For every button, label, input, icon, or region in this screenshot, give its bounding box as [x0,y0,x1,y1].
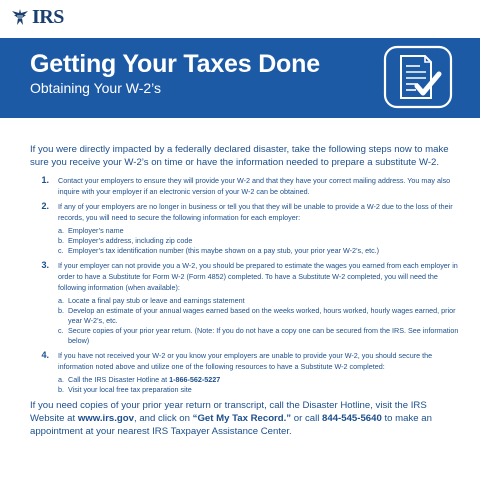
sub-text: Employer’s tax identification number (this maybe shown on a pay stub, your prior year W-2’s, etc.) [68,246,380,255]
sub-text: Develop an estimate of your annual wages earned based on the weeks worked, hours worked, hourly wages earned, prior year W-2’s, etc. [68,306,456,325]
logo-text: IRS [32,6,64,28]
footer-text: , and click on [133,413,193,424]
step-item [30,350,460,395]
website-link[interactable]: www.irs.gov [77,413,134,424]
step-item [30,201,460,256]
sub-item [58,226,460,236]
sub-item [58,246,460,256]
step-body [58,260,460,346]
step-number: 3. [41,260,49,270]
sub-item [58,326,460,346]
step-text: Contact your employers to ensure they will provide your W-2 and that they have your correct mailing address. You may also inquire with your employer if an electronic version of your W-2 can be obtained. [58,176,451,196]
sub-letter: a. [58,226,64,235]
title-banner [0,38,480,118]
eagle-icon [10,7,30,27]
step-body [58,201,460,256]
step-body [58,175,460,197]
hotline-phone[interactable]: 1-866-562-5227 [169,375,221,384]
sub-letter: c. [58,246,64,255]
step-number: 2. [41,201,49,211]
sub-letter: a. [58,375,64,384]
sub-letter: c. [58,326,64,335]
sub-text: Locate a final pay stub or leave and earnings statement [68,296,245,305]
sub-item [58,375,460,385]
sub-text: Employer’s name [68,226,124,235]
sub-list [58,226,460,256]
step-number: 1. [41,175,49,185]
step-text: If any of your employers are no longer in business or tell you that they will be unable to provide a W-2 due to the loss of their records, you will need to secure the following information for each employer: [58,202,453,222]
step-body [58,350,460,395]
sub-item [58,385,460,395]
get-tax-record-link[interactable]: “Get My Tax Record.” [192,413,292,424]
sub-text: Secure copies of your prior year return. (Note: If you do not have a copy one can be secured from the IRS. See information below) [68,326,459,345]
document-checkmark-icon [383,44,453,110]
step-text: If you have not received your W-2 or you know your employers are unable to provide your W-2, you should secure the information noted above and utilize one of the following resources to have a Substitute W-2 completed: [58,351,433,371]
main-content [30,143,460,399]
sub-letter: a. [58,296,64,305]
page-subtitle: Obtaining Your W-2’s [30,80,162,96]
sub-letter: b. [58,236,64,245]
footer-paragraph [30,399,460,438]
steps-list [30,175,460,395]
irs-logo [10,7,64,27]
footer-text: to make an appointment at your nearest IRS Taxpayer Assistance Center. [30,413,432,437]
sub-text: Employer’s address, including zip code [68,236,193,245]
top-bar [0,0,480,38]
sub-letter: b. [58,306,64,315]
footer-text: If you need copies of your prior year return or transcript, call the Disaster Hotline, visit the IRS Website at [30,400,427,424]
page-title: Getting Your Taxes Done [30,50,320,78]
intro-paragraph: If you were directly impacted by a federally declared disaster, take the following steps now to make sure you receive your W-2’s on time or have the information needed to prepare a substitute W-2. [30,144,449,168]
step-number: 4. [41,350,49,360]
step-item [30,175,460,197]
sub-text: Visit your local free tax preparation site [68,385,192,394]
step-text: If your employer can not provide you a W-2, you should be prepared to estimate the wages you earned from each employer in order to have a Substitute for Form W-2 (Form 4852) completed. To have a Substitute W-2 completed, you will need the following information (when available): [58,261,458,292]
footer-text: or call [291,413,323,424]
sub-list [58,375,460,395]
sub-text [68,375,460,385]
sub-list [58,296,460,346]
step-item [30,260,460,346]
sub-item [58,236,460,246]
sub-item [58,306,460,326]
phone-number[interactable]: 844-545-5640 [322,413,382,424]
sub-item [58,296,460,306]
sub-text-plain: Call the IRS Disaster Hotline at [68,375,170,384]
sub-letter: b. [58,385,64,394]
